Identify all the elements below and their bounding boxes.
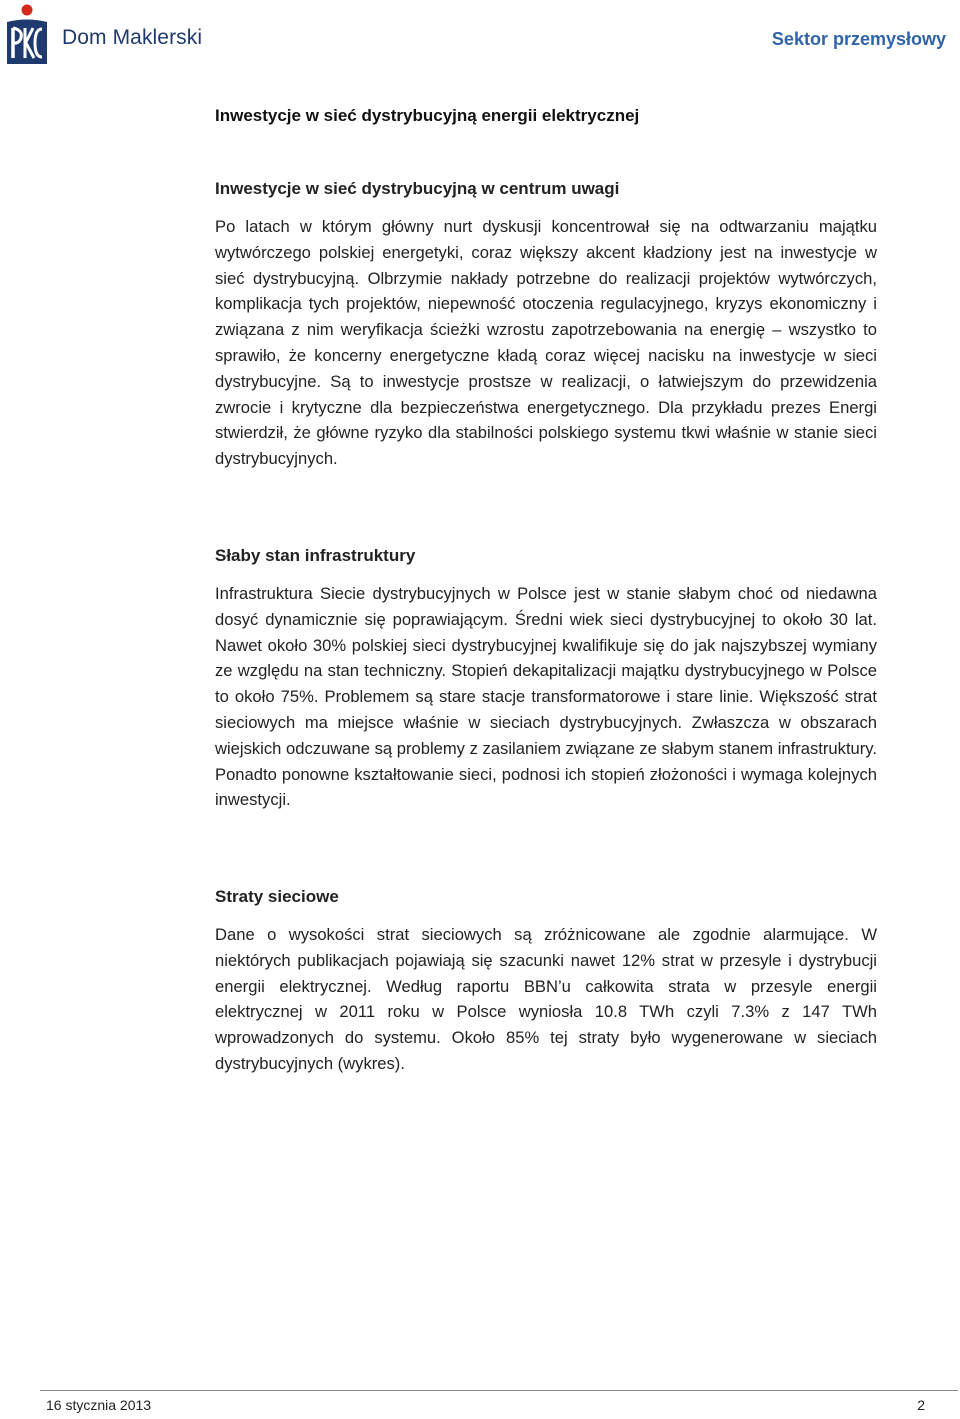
- page-header: [0, 0, 960, 80]
- pko-logo-icon: [4, 4, 50, 68]
- section-paragraph-3: Dane o wysokości strat sieciowych są zróżnicowane ale zgodnie alarmujące. W niektórych publikacjach pojawiają się szacunki nawet 12% strat w przesyle i dystrybucji energii elektrycznej. Według raportu BBN’u całkowita strata w przesyle energii elektrycznej w 2011 roku w Polsce wyniosła 10.8 TWh czyli 7.3% z 147 TWh wprowadzonych do systemu. Około 85% tej straty było wygenerowane w sieciach dystrybucyjnych (wykres).: [215, 925, 877, 1073]
- footer-divider: [40, 1390, 958, 1391]
- section-heading-3: Straty sieciowe: [215, 887, 339, 906]
- page-number: 2: [917, 1397, 925, 1413]
- section-paragraph-2: Infrastruktura Siecie dystrybucyjnych w Polsce jest w stanie słabym choć od niedawna dosyć dynamicznie się poprawiającym. Średni wiek sieci dystrybucyjnej to około 30 lat. Nawet około 30% polskiej sieci dystrybucyjnej kwalifikuje się do jak najszybszej wymiany ze względu na stan techniczny. Stopień dekapitalizacji majątku dystrybucyjnego w Polsce to około 75%. Problemem są stare stacje transformatorowe i stare linie. Większość strat sieciowych ma miejsce właśnie w sieciach dystrybucyjnych. Zwłaszcza w obszarach wiejskich odczuwane są problemy z zasilaniem związane ze słabym stanem infrastruktury. Ponadto ponowne kształtowanie sieci, podnosi ich stopień złożoności i wymaga kolejnych inwestycji.: [215, 584, 877, 810]
- document-title: Inwestycje w sieć dystrybucyjną energii elektrycznej: [215, 106, 640, 125]
- footer-date: 16 stycznia 2013: [46, 1397, 152, 1413]
- brand-name: Dom Maklerski: [62, 26, 203, 49]
- section-tag: Sektor przemysłowy: [771, 29, 946, 49]
- section-heading-1: Inwestycje w sieć dystrybucyjną w centrum uwagi: [215, 179, 620, 198]
- section-heading-2: Słaby stan infrastruktury: [215, 546, 416, 565]
- section-paragraph-1: Po latach w którym główny nurt dyskusji koncentrował się na odtwarzaniu majątku wytwórczego polskiej energetyki, coraz większy akcent kładziony jest na inwestycje w sieć dystrybucyjną. Olbrzymie nakłady potrzebne do realizacji projektów wytwórczych, komplikacja tych projektów, niepewność otoczenia regulacyjnego, kryzys ekonomiczny i związana z nim weryfikacja ścieżki wzrostu zapotrzebowania na energię – wszystko to sprawiło, że koncerny energetyczne kładą coraz więcej nacisku na inwestycje w sieci dystrybucyjne. Są to inwestycje prostsze w realizacji, o łatwiejszym do przewidzenia zwrocie i krytyczne dla bezpieczeństwa energetycznego. Dla przykładu prezes Energi stwierdził, że główne ryzyko dla stabilności polskiego systemu tkwi właśnie w stanie sieci dystrybucyjnych.: [215, 217, 877, 469]
